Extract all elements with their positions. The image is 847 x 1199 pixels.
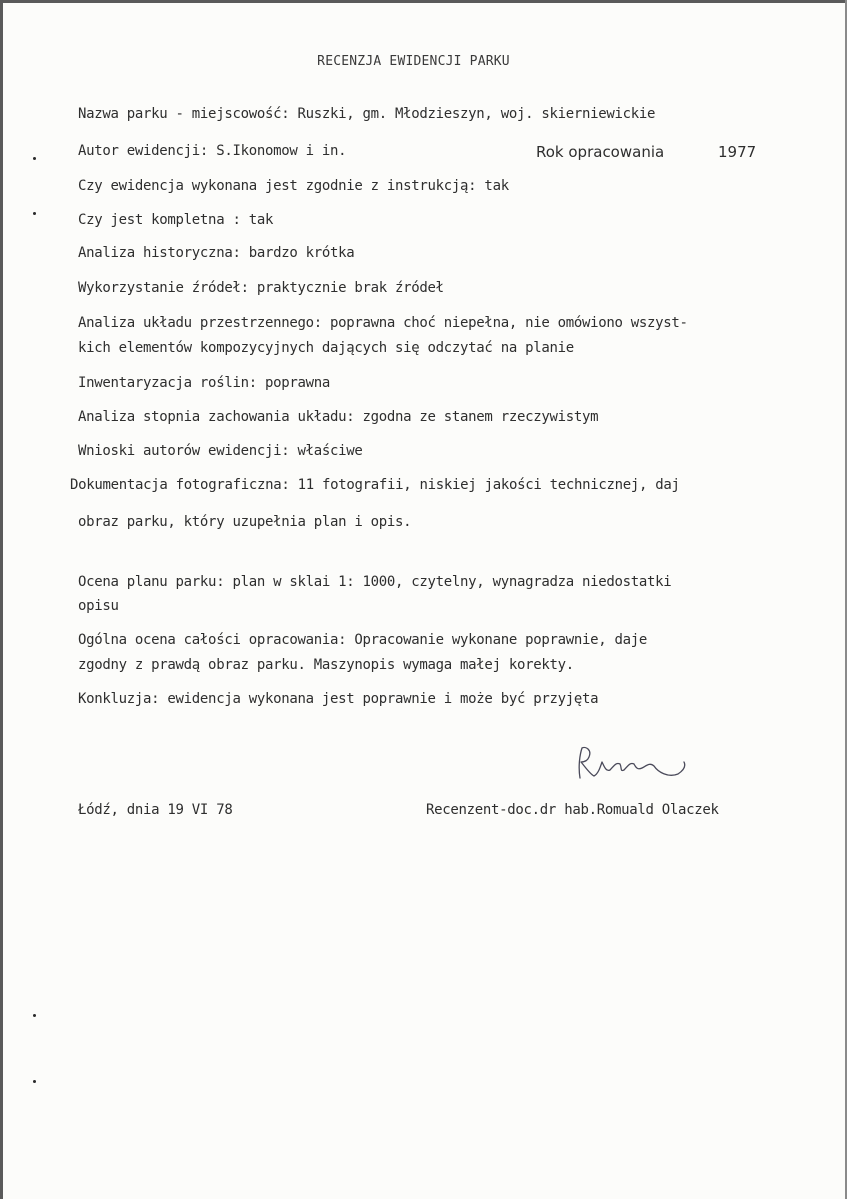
line-park-name: Nazwa parku - miejscowość: Ruszki, gm. Młodzieszyn, woj. skierniewickie: [78, 106, 656, 122]
line-sources: Wykorzystanie źródeł: praktycznie brak źródeł: [78, 280, 444, 296]
year-value: 1977: [718, 143, 757, 161]
scan-border-left: [0, 0, 3, 1199]
line-spatial-analysis-2: kich elementów kompozycyjnych dających się odczytać na planie: [78, 340, 574, 356]
margin-dot: [33, 212, 36, 215]
line-photo-documentation-1: Dokumentacja fotograficzna: 11 fotografii, niskiej jakości technicznej, daj: [70, 477, 680, 493]
line-plan-assessment-2: opisu: [78, 598, 119, 614]
margin-dot: [33, 157, 36, 160]
line-spatial-analysis-1: Analiza układu przestrzennego: poprawna choć niepełna, nie omówiono wszyst-: [78, 315, 688, 331]
place-and-date: Łódź, dnia 19 VI 78: [78, 802, 233, 818]
line-overall-assessment-1: Ogólna ocena całości opracowania: Opracowanie wykonane poprawnie, daje: [78, 632, 648, 648]
reviewer-name: Recenzent-doc.dr hab.Romuald Olaczek: [426, 802, 719, 818]
line-historical-analysis: Analiza historyczna: bardzo krótka: [78, 245, 355, 261]
line-author: Autor ewidencji: S.Ikonomow i in.: [78, 143, 347, 159]
line-conclusion: Konkluzja: ewidencja wykonana jest poprawnie i może być przyjęta: [78, 691, 599, 707]
handwritten-signature: [572, 740, 692, 790]
margin-dot: [33, 1014, 36, 1017]
line-plant-inventory: Inwentaryzacja roślin: poprawna: [78, 375, 330, 391]
line-preservation-analysis: Analiza stopnia zachowania układu: zgodna ze stanem rzeczywistym: [78, 409, 599, 425]
line-instruction-compliance: Czy ewidencja wykonana jest zgodnie z instrukcją: tak: [78, 178, 509, 194]
year-label: Rok opracowania: [536, 143, 665, 161]
document-title: RECENZJA EWIDENCJI PARKU: [317, 54, 510, 69]
line-plan-assessment-1: Ocena planu parku: plan w sklai 1: 1000, czytelny, wynagradza niedostatki: [78, 574, 672, 590]
line-conclusions: Wnioski autorów ewidencji: właściwe: [78, 443, 363, 459]
line-photo-documentation-2: obraz parku, który uzupełnia plan i opis.: [78, 514, 412, 530]
line-overall-assessment-2: zgodny z prawdą obraz parku. Maszynopis wymaga małej korekty.: [78, 657, 574, 673]
scan-border-top: [0, 0, 847, 3]
margin-dot: [33, 1080, 36, 1083]
line-completeness: Czy jest kompletna : tak: [78, 212, 274, 228]
